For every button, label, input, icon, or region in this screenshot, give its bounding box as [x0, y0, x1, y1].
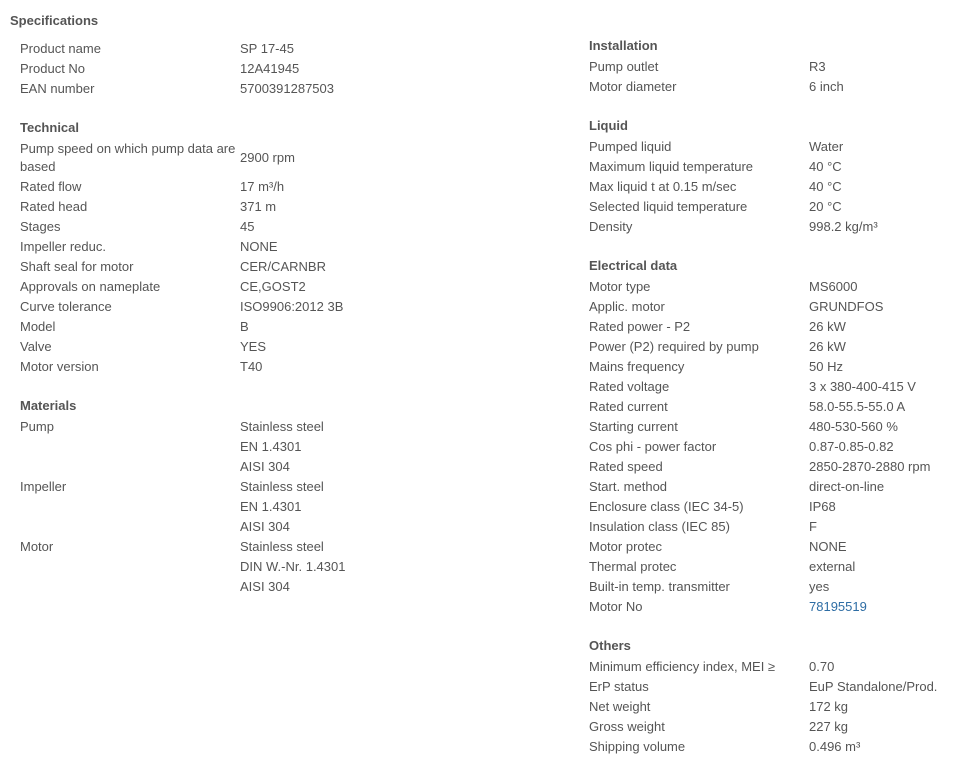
spec-label: Approvals on nameplate	[20, 279, 161, 294]
spec-value: 12A41945	[240, 61, 300, 76]
spec-value: CE,GOST2	[240, 279, 306, 294]
spec-value: 0.87-0.85-0.82	[809, 439, 894, 454]
spec-label: Pump outlet	[589, 59, 659, 74]
spec-value: SP 17-45	[240, 41, 294, 56]
spec-value: AISI 304	[240, 579, 290, 594]
spec-label: Motor protec	[589, 539, 662, 554]
spec-label: Product name	[20, 41, 101, 56]
spec-value: 6 inch	[809, 79, 844, 94]
spec-value: 58.0-55.5-55.0 A	[809, 399, 906, 414]
spec-label: Max liquid t at 0.15 m/sec	[589, 179, 737, 194]
spec-value: YES	[240, 339, 267, 354]
section-title-others: Others	[589, 638, 631, 653]
spec-value: 2850-2870-2880 rpm	[809, 459, 931, 474]
spec-label: Product No	[20, 61, 86, 76]
section-title-materials: Materials	[20, 398, 77, 413]
spec-value: CER/CARNBR	[240, 259, 326, 274]
spec-value: Stainless steel	[240, 539, 324, 554]
section-title-electrical: Electrical data	[589, 258, 678, 273]
spec-value: 40 °C	[809, 159, 842, 174]
spec-value: EN 1.4301	[240, 439, 302, 454]
spec-label: Motor No	[589, 599, 643, 614]
spec-label: Cos phi - power factor	[589, 439, 717, 454]
spec-value: 0.496 m³	[809, 739, 861, 754]
spec-label: Rated head	[20, 199, 88, 214]
spec-label: Enclosure class (IEC 34-5)	[589, 499, 744, 514]
spec-value: F	[809, 519, 817, 534]
spec-value: 371 m	[240, 199, 277, 214]
spec-label: Pumped liquid	[589, 139, 672, 154]
spec-label: Built-in temp. transmitter	[589, 579, 730, 594]
spec-label: Motor diameter	[589, 79, 677, 94]
spec-value: 480-530-560 %	[809, 419, 898, 434]
spec-label: Rated current	[589, 399, 668, 414]
spec-value: 20 °C	[809, 199, 842, 214]
spec-label: Shipping volume	[589, 739, 686, 754]
spec-value: NONE	[809, 539, 847, 554]
spec-value: 0.70	[809, 659, 835, 674]
spec-value: R3	[809, 59, 826, 74]
spec-label: Stages	[20, 219, 61, 234]
spec-value: Water	[809, 139, 844, 154]
spec-value: 17 m³/h	[240, 179, 285, 194]
spec-label: Net weight	[589, 699, 651, 714]
spec-value: AISI 304	[240, 459, 290, 474]
spec-value: Stainless steel	[240, 479, 324, 494]
spec-value: ISO9906:2012 3B	[240, 299, 344, 314]
spec-value: 5700391287503	[240, 81, 334, 96]
page-title: Specifications	[10, 13, 99, 28]
spec-value: EN 1.4301	[240, 499, 302, 514]
spec-value: DIN W.-Nr. 1.4301	[240, 559, 346, 574]
spec-value: EuP Standalone/Prod.	[809, 679, 938, 694]
spec-label: Rated power - P2	[589, 319, 691, 334]
spec-label: Valve	[20, 339, 52, 354]
spec-label: ErP status	[589, 679, 649, 694]
spec-label: Impeller	[20, 479, 67, 494]
section-title-liquid: Liquid	[589, 118, 628, 133]
spec-label: Gross weight	[589, 719, 665, 734]
spec-value: Stainless steel	[240, 419, 324, 434]
spec-value: 26 kW	[809, 319, 846, 334]
spec-value: direct-on-line	[809, 479, 885, 494]
spec-value: 998.2 kg/m³	[809, 219, 878, 234]
spec-value: IP68	[809, 499, 836, 514]
spec-label: Rated speed	[589, 459, 663, 474]
spec-value: AISI 304	[240, 519, 290, 534]
spec-value: 26 kW	[809, 339, 846, 354]
spec-label: Starting current	[589, 419, 678, 434]
spec-label: Insulation class (IEC 85)	[589, 519, 730, 534]
spec-value: NONE	[240, 239, 278, 254]
motor-number-link[interactable]: 78195519	[809, 599, 867, 614]
spec-label: Applic. motor	[589, 299, 665, 314]
spec-value: B	[240, 319, 249, 334]
spec-label: Thermal protec	[589, 559, 677, 574]
spec-label: Impeller reduc.	[20, 239, 106, 254]
spec-value: 3 x 380-400-415 V	[809, 379, 916, 394]
spec-value: T40	[240, 359, 263, 374]
spec-value: 40 °C	[809, 179, 842, 194]
spec-label: Start. method	[589, 479, 668, 494]
spec-value: yes	[809, 579, 830, 594]
spec-label: Motor type	[589, 279, 651, 294]
section-title-technical: Technical	[20, 120, 80, 135]
spec-label: Rated voltage	[589, 379, 670, 394]
spec-label: Maximum liquid temperature	[589, 159, 754, 174]
spec-label: Power (P2) required by pump	[589, 339, 759, 354]
spec-label: Selected liquid temperature	[589, 199, 748, 214]
spec-value: 45	[240, 219, 255, 234]
spec-label: Density	[589, 219, 633, 234]
spec-label: Mains frequency	[589, 359, 685, 374]
spec-label: Curve tolerance	[20, 299, 112, 314]
spec-value: GRUNDFOS	[809, 299, 884, 314]
spec-value: 227 kg	[809, 719, 849, 734]
spec-label: Shaft seal for motor	[20, 259, 134, 274]
spec-label: Motor version	[20, 359, 99, 374]
spec-value: 172 kg	[809, 699, 849, 714]
spec-label: Pump	[20, 419, 54, 434]
spec-label: Minimum efficiency index, MEI ≥	[589, 659, 776, 674]
spec-label: Rated flow	[20, 179, 82, 194]
section-title-installation: Installation	[589, 38, 658, 53]
spec-label: Pump speed on which pump data are based	[20, 141, 236, 174]
spec-value: 50 Hz	[809, 359, 843, 374]
spec-value: MS6000	[809, 279, 858, 294]
spec-label: Motor	[20, 539, 54, 554]
spec-value: 2900 rpm	[240, 150, 295, 165]
spec-label: EAN number	[20, 81, 95, 96]
spec-label: Model	[20, 319, 56, 334]
spec-value: external	[809, 559, 856, 574]
